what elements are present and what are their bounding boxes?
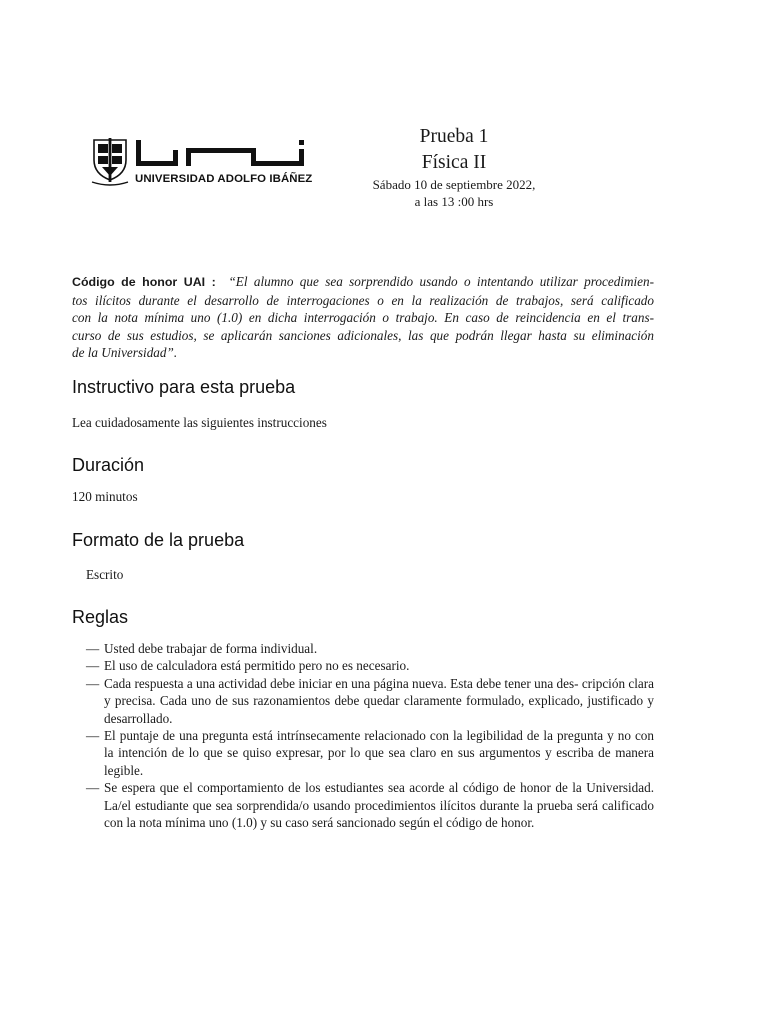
rule-text: Se espera que el comportamiento de los estudiantes sea acorde al código de honor de la Universidad. La/el estudiante que sea sorprendida/o usando procedimientos ilícitos durante la prueba será calificado con la nota mínima uno (1.0) y su caso será sancionado según el código de honor. — [104, 780, 654, 831]
honor-code — [72, 273, 654, 362]
list-item — [86, 640, 654, 657]
rule-text: El puntaje de una pregunta está intrínsecamente relacionado con la legibilidad de la pregunta y no con la intención de lo que se quiso expresar, por lo que sea claro en sus argumentos y escriba de manera legible. — [104, 728, 654, 778]
list-item — [86, 727, 654, 779]
list-dash: — — [86, 728, 100, 744]
duracion-text: 120 minutos — [72, 489, 138, 504]
reglas-heading: Reglas — [72, 607, 129, 627]
instructivo-heading: Instructivo para esta prueba — [72, 377, 296, 397]
honor-code-line: de la Universidad”. — [72, 345, 178, 361]
rules-list — [86, 640, 654, 831]
formato-heading: Formato de la prueba — [72, 530, 245, 550]
honor-code-line: con la nota mínima uno (1.0) en dicha interrogación o trabajo. En caso de reincidencia en el trans- — [72, 310, 654, 326]
honor-code-line: tos ilícitos durante el desarrollo de interrogaciones o en la realización de trabajos, será calificado — [72, 292, 654, 308]
uai-logo — [90, 136, 315, 188]
duracion-heading: Duración — [72, 455, 145, 475]
rule-text: Cada respuesta a una actividad debe iniciar en una página nueva. Esta debe tener una des- cripción clara y precisa. Cada uno de sus razonamientos debe quedar claramente formulado, explicado, justificado y desarrollado. — [104, 675, 654, 726]
list-dash: — — [86, 658, 100, 674]
list-dash: — — [86, 675, 100, 691]
formato-text: Escrito — [86, 567, 124, 582]
list-item — [86, 675, 654, 727]
instructivo-text: Lea cuidadosamente las siguientes instrucciones — [72, 415, 327, 430]
honor-code-label: Código de honor UAI : — [72, 275, 216, 289]
honor-code-line: “El alumno que sea sorprendido usando o intentando utilizar procedimien- — [228, 274, 654, 289]
list-item — [86, 657, 654, 674]
list-item — [86, 779, 654, 831]
exam-date: Sábado 10 de septiembre 2022, — [372, 177, 536, 192]
rule-text: El uso de calculadora está permitido pero no es necesario. — [104, 658, 410, 674]
logo-wordmark: UNIVERSIDAD ADOLFO IBÁÑEZ — [135, 173, 313, 185]
exam-subject: Física II — [421, 152, 487, 173]
exam-title: Prueba 1 — [419, 126, 489, 147]
exam-title-block — [300, 124, 608, 210]
exam-time: a las 13 :00 hrs — [414, 194, 494, 209]
rule-text: Usted debe trabajar de forma individual. — [104, 641, 318, 656]
list-dash: — — [86, 641, 100, 656]
honor-code-line: curso de sus estudios, se aplicarán sanciones adicionales, las que podrán llegar hasta su eliminación — [72, 327, 654, 343]
list-dash: — — [86, 780, 100, 796]
